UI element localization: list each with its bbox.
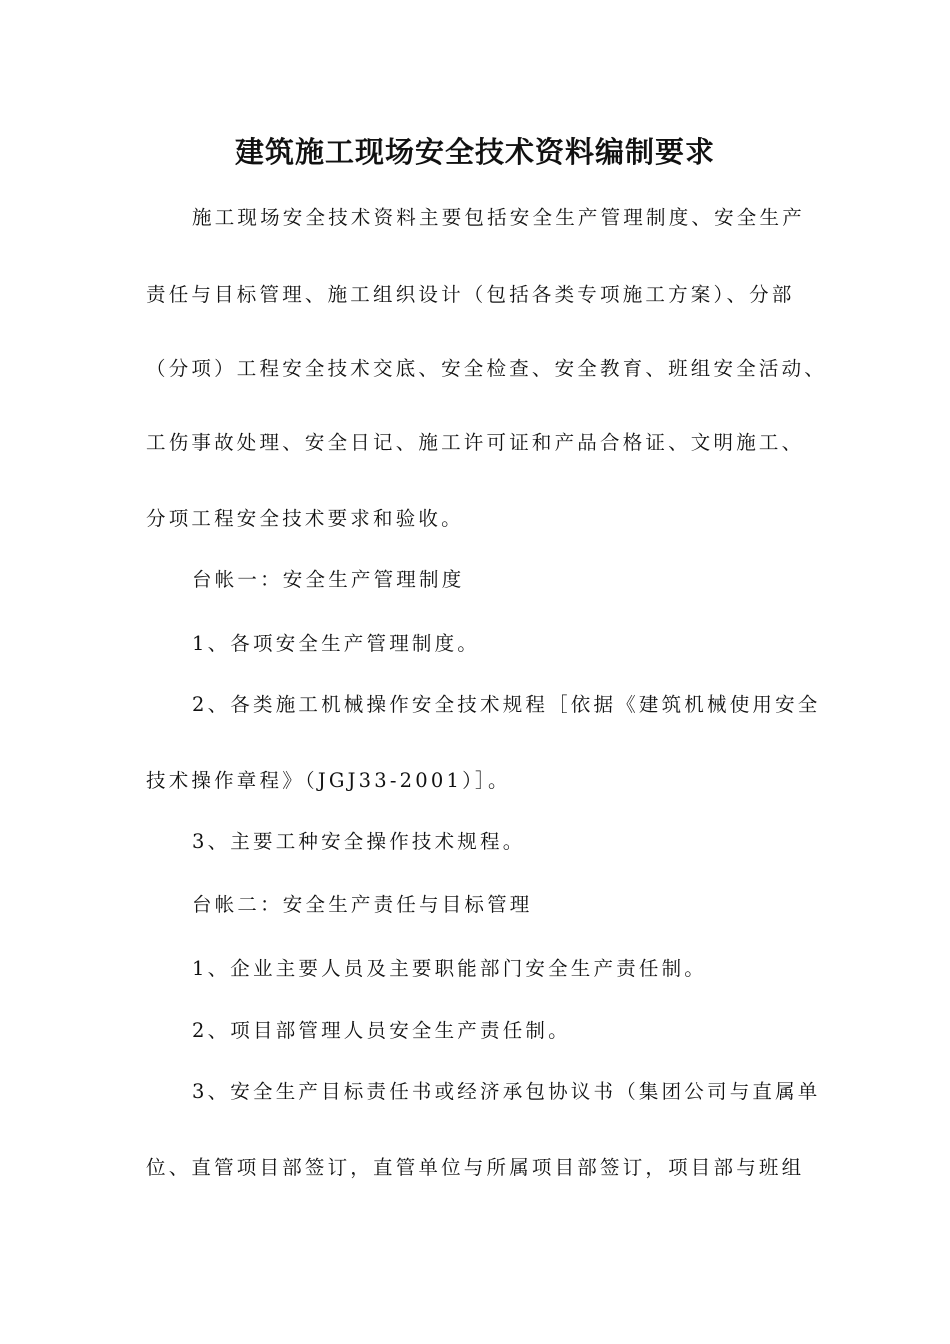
paragraph-line: 责任与目标管理、施工组织设计（包括各类专项施工方案）、分部 xyxy=(146,283,795,306)
list-item-continuation: 技术操作章程》（JGJ33-2001）］。 xyxy=(146,769,511,792)
paragraph-line: 工伤事故处理、安全日记、施工许可证和产品合格证、文明施工、 xyxy=(146,431,805,454)
paragraph-line: （分项）工程安全技术交底、安全检查、安全教育、班组安全活动、 xyxy=(146,357,828,380)
list-item: 2、项目部管理人员安全生产责任制。 xyxy=(192,1019,571,1042)
list-item: 2、各类施工机械操作安全技术规程［依据《建筑机械使用安全 xyxy=(192,693,821,716)
paragraph-line: 分项工程安全技术要求和验收。 xyxy=(146,507,464,530)
list-item: 1、各项安全生产管理制度。 xyxy=(192,632,481,655)
list-item: 1、企业主要人员及主要职能部门安全生产责任制。 xyxy=(192,957,708,980)
list-item-continuation: 位、直管项目部签订，直管单位与所属项目部签订，项目部与班组 xyxy=(146,1156,805,1179)
list-item: 3、主要工种安全操作技术规程。 xyxy=(192,830,526,853)
section-heading-2: 台帐二：安全生产责任与目标管理 xyxy=(192,893,533,916)
document-title: 建筑施工现场安全技术资料编制要求 xyxy=(234,135,715,169)
list-item: 3、安全生产目标责任书或经济承包协议书（集团公司与直属单 xyxy=(192,1080,821,1103)
section-heading-1: 台帐一：安全生产管理制度 xyxy=(192,568,465,591)
paragraph-line: 施工现场安全技术资料主要包括安全生产管理制度、安全生产 xyxy=(192,206,805,229)
